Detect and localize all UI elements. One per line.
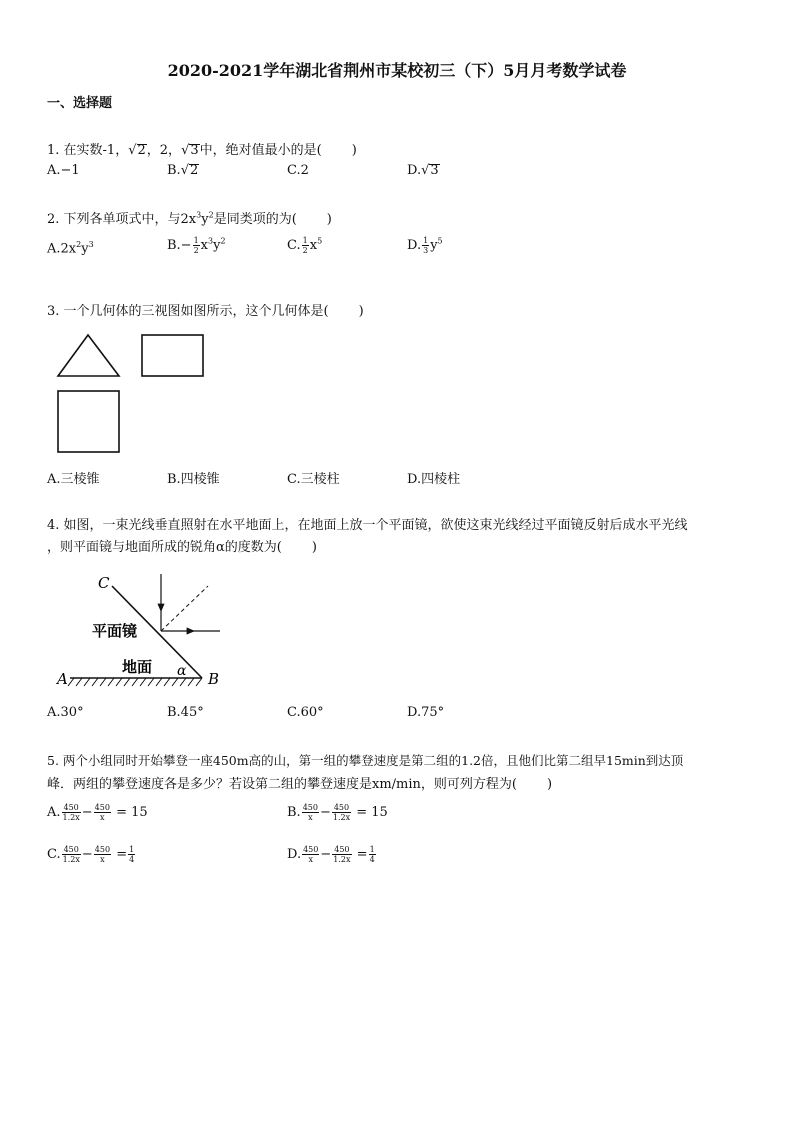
q1-option-b[interactable]: B.√2	[167, 163, 199, 178]
question-2-stem: 2. 下列各单项式中，与$2x^3y^2$是同类项的为( )	[47, 210, 332, 227]
q5-option-c[interactable]: C. $\frac{450}{1.2x}$ − $\frac{450}{x}$ = $\frac{1}{4}$	[47, 845, 135, 864]
q4-option-b[interactable]: B.45°	[167, 705, 204, 720]
label-c: C	[98, 574, 110, 592]
q2-option-b[interactable]: B.− $\frac{1}{2}$ $x^3y^2$	[167, 236, 226, 255]
q4-option-d[interactable]: D.75°	[407, 705, 445, 720]
side-view-rectangle	[142, 335, 203, 376]
label-ground: 地面	[122, 658, 153, 676]
q1-option-a[interactable]: A.−1	[47, 163, 80, 178]
q2-option-c[interactable]: C. $\frac{1}{2}$ $x^5$	[287, 236, 323, 255]
q3-option-a[interactable]: A.三棱锥	[47, 472, 100, 487]
question-4-line-2: ，则平面镜与地面所成的锐角α的度数为( )	[47, 540, 317, 555]
question-4-line-1: 4. 如图，一束光线垂直照射在水平地面上，在地面上放一个平面镜，欲使这束光线经过平面镜反射后成水平光线	[47, 518, 688, 533]
q4-option-c[interactable]: C.60°	[287, 705, 324, 720]
label-a: A	[57, 670, 68, 688]
section-heading: 一、选择题	[47, 96, 113, 111]
q1-option-c[interactable]: C.2	[287, 163, 309, 178]
q4-option-a[interactable]: A.30°	[47, 705, 84, 720]
question-1-stem: 1. 在实数-1，√2，2，√3中，绝对值最小的是( )	[47, 143, 357, 158]
q3-option-b[interactable]: B.四棱锥	[167, 472, 220, 487]
top-view-square	[58, 391, 119, 452]
question-5-line-1: 5. 两个小组同时开始攀登一座450m高的山，第一组的攀登速度是第二组的1.2倍，且他们比第二组早15min到达顶	[47, 753, 684, 768]
front-view-triangle	[58, 335, 119, 376]
dashed-line	[161, 586, 208, 631]
question-5-line-2: 峰．两组的攀登速度各是多少？若设第二组的攀登速度是xm/min，则可列方程为( )	[47, 777, 553, 792]
label-b: B	[208, 670, 220, 688]
mirror-reflection-figure	[50, 568, 240, 693]
page-title: 2020-2021学年湖北省荆州市某校初三（下）5月月考数学试卷	[167, 61, 627, 80]
label-alpha: α	[177, 663, 187, 679]
q5-option-a[interactable]: A. $\frac{450}{1.2x}$ − $\frac{450}{x}$ = 15	[47, 803, 148, 822]
q3-option-c[interactable]: C.三棱柱	[287, 472, 340, 487]
label-mirror: 平面镜	[92, 622, 138, 640]
three-view-figure	[50, 328, 220, 458]
q2-option-d[interactable]: D. $\frac{1}{3}$ $y^5$	[407, 236, 443, 255]
q5-option-d[interactable]: D. $\frac{450}{x}$ − $\frac{450}{1.2x}$ = $\frac{1}{4}$	[287, 845, 375, 864]
q5-option-b[interactable]: B. $\frac{450}{x}$ − $\frac{450}{1.2x}$ = 15	[287, 803, 388, 822]
q3-option-d[interactable]: D.四棱柱	[407, 472, 461, 487]
q2-option-a[interactable]: $A.2x^2y^3$	[47, 240, 94, 257]
q1-option-d[interactable]: D.√3	[407, 163, 439, 178]
question-3-stem: 3. 一个几何体的三视图如图所示，这个几何体是( )	[47, 304, 364, 319]
ground-hatching	[68, 678, 202, 686]
